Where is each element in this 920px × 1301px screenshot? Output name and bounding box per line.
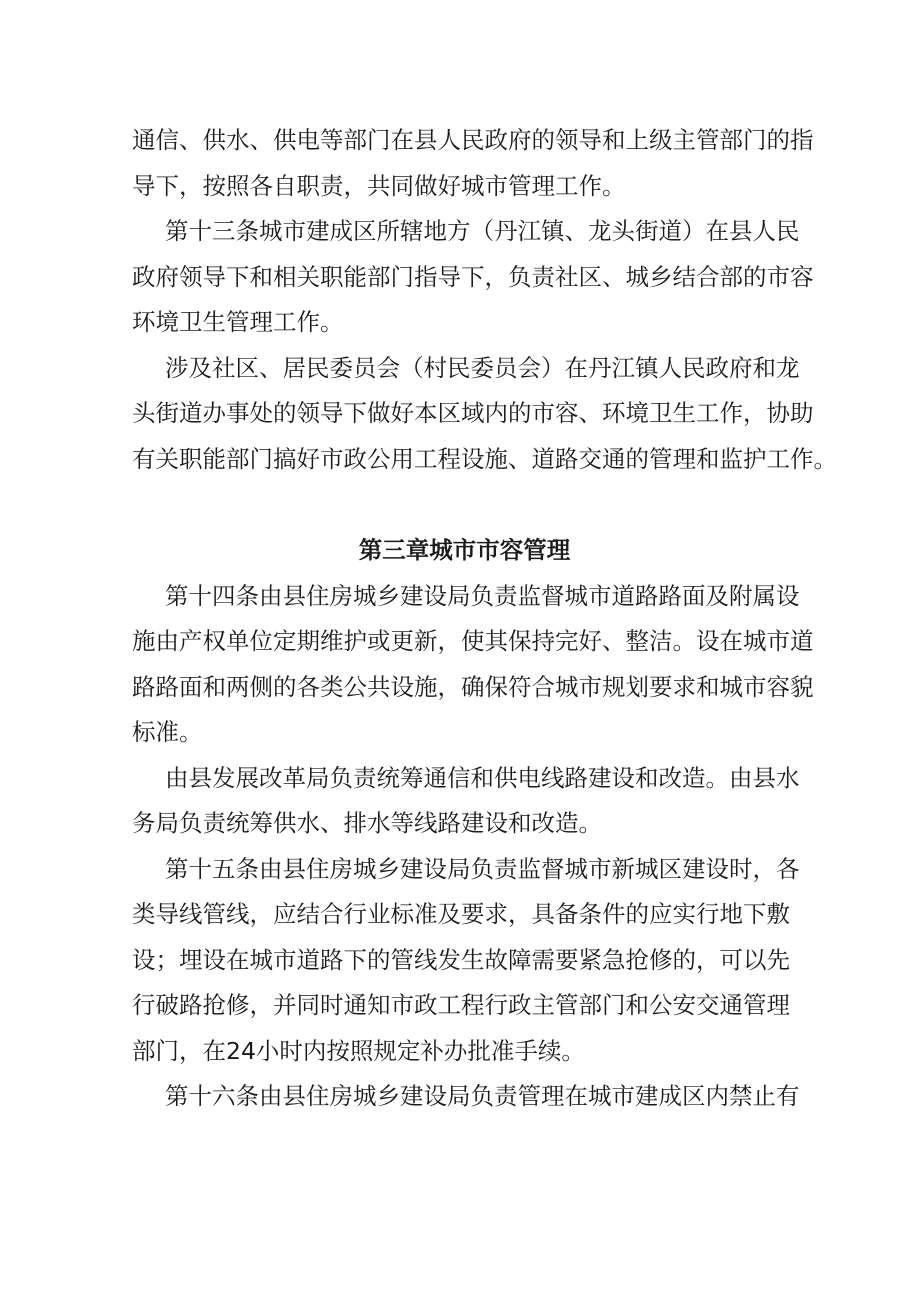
paragraph-line: 涉及社区、居民委员会（村民委员会）在丹江镇人民政府和龙 bbox=[165, 353, 800, 382]
paragraph-line: 头街道办事处的领导下做好本区域内的市容、环境卫生工作，协助 bbox=[132, 399, 814, 427]
paragraph bbox=[132, 346, 837, 483]
paragraph-line: 设；埋设在城市道路下的管线发生故障需要紧急抢修的，可以先 bbox=[132, 945, 790, 974]
document-page bbox=[132, 118, 837, 1120]
paragraph-line: 有关职能部门搞好市政公用工程设施、道路交通的管理和监护工作。 bbox=[132, 444, 837, 473]
section-before-heading bbox=[132, 118, 837, 482]
chapter-heading: 第三章城市市容管理 bbox=[358, 536, 571, 564]
paragraph-line: 类导线管线，应结合行业标准及要求，具备条件的应实行地下敷 bbox=[132, 900, 790, 928]
heading-spacer bbox=[132, 482, 797, 528]
paragraph-line: 第十六条由县住房城乡建设局负责管理在城市建成区内禁止有 bbox=[165, 1082, 800, 1110]
paragraph-line: 第十四条由县住房城乡建设局负责监督城市道路路面及附属设 bbox=[165, 581, 800, 610]
paragraph bbox=[132, 209, 814, 346]
paragraph-line: 第十三条城市建成区所辖地方（丹江镇、龙头街道）在县人民 bbox=[165, 217, 800, 245]
paragraph-line: 务局负责统筹供水、排水等线路建设和改造。 bbox=[132, 809, 602, 837]
paragraph-line: 行破路抢修，并同时通知市政工程行政主管部门和公安交通管理 bbox=[132, 991, 790, 1019]
paragraph-line: 政府领导下和相关职能部门指导下，负责社区、城乡结合部的市容 bbox=[132, 262, 814, 291]
paragraph-line: 部门，在24小时内按照规定补办批准手续。 bbox=[132, 1036, 585, 1065]
paragraph bbox=[132, 756, 800, 847]
paragraph-line: 标准。 bbox=[132, 718, 203, 746]
chapter-body bbox=[132, 574, 814, 1120]
paragraph-line: 环境卫生管理工作。 bbox=[132, 308, 344, 336]
paragraph bbox=[132, 1074, 800, 1120]
paragraph bbox=[132, 118, 814, 209]
paragraph-line: 导下，按照各自职责，共同做好城市管理工作。 bbox=[132, 171, 626, 200]
paragraph bbox=[132, 574, 814, 756]
paragraph-line: 第十五条由县住房城乡建设局负责监督城市新城区建设时，各 bbox=[165, 854, 800, 883]
paragraph-line: 通信、供水、供电等部门在县人民政府的领导和上级主管部门的指 bbox=[132, 126, 814, 154]
paragraph-line: 由县发展改革局负责统筹通信和供电线路建设和改造。由县水 bbox=[165, 763, 800, 792]
paragraph-line: 路路面和两侧的各类公共设施，确保符合城市规划要求和城市容貌 bbox=[132, 672, 814, 701]
paragraph-line: 施由产权单位定期维护或更新，使其保持完好、整洁。设在城市道 bbox=[132, 627, 814, 655]
paragraph bbox=[132, 847, 800, 1075]
